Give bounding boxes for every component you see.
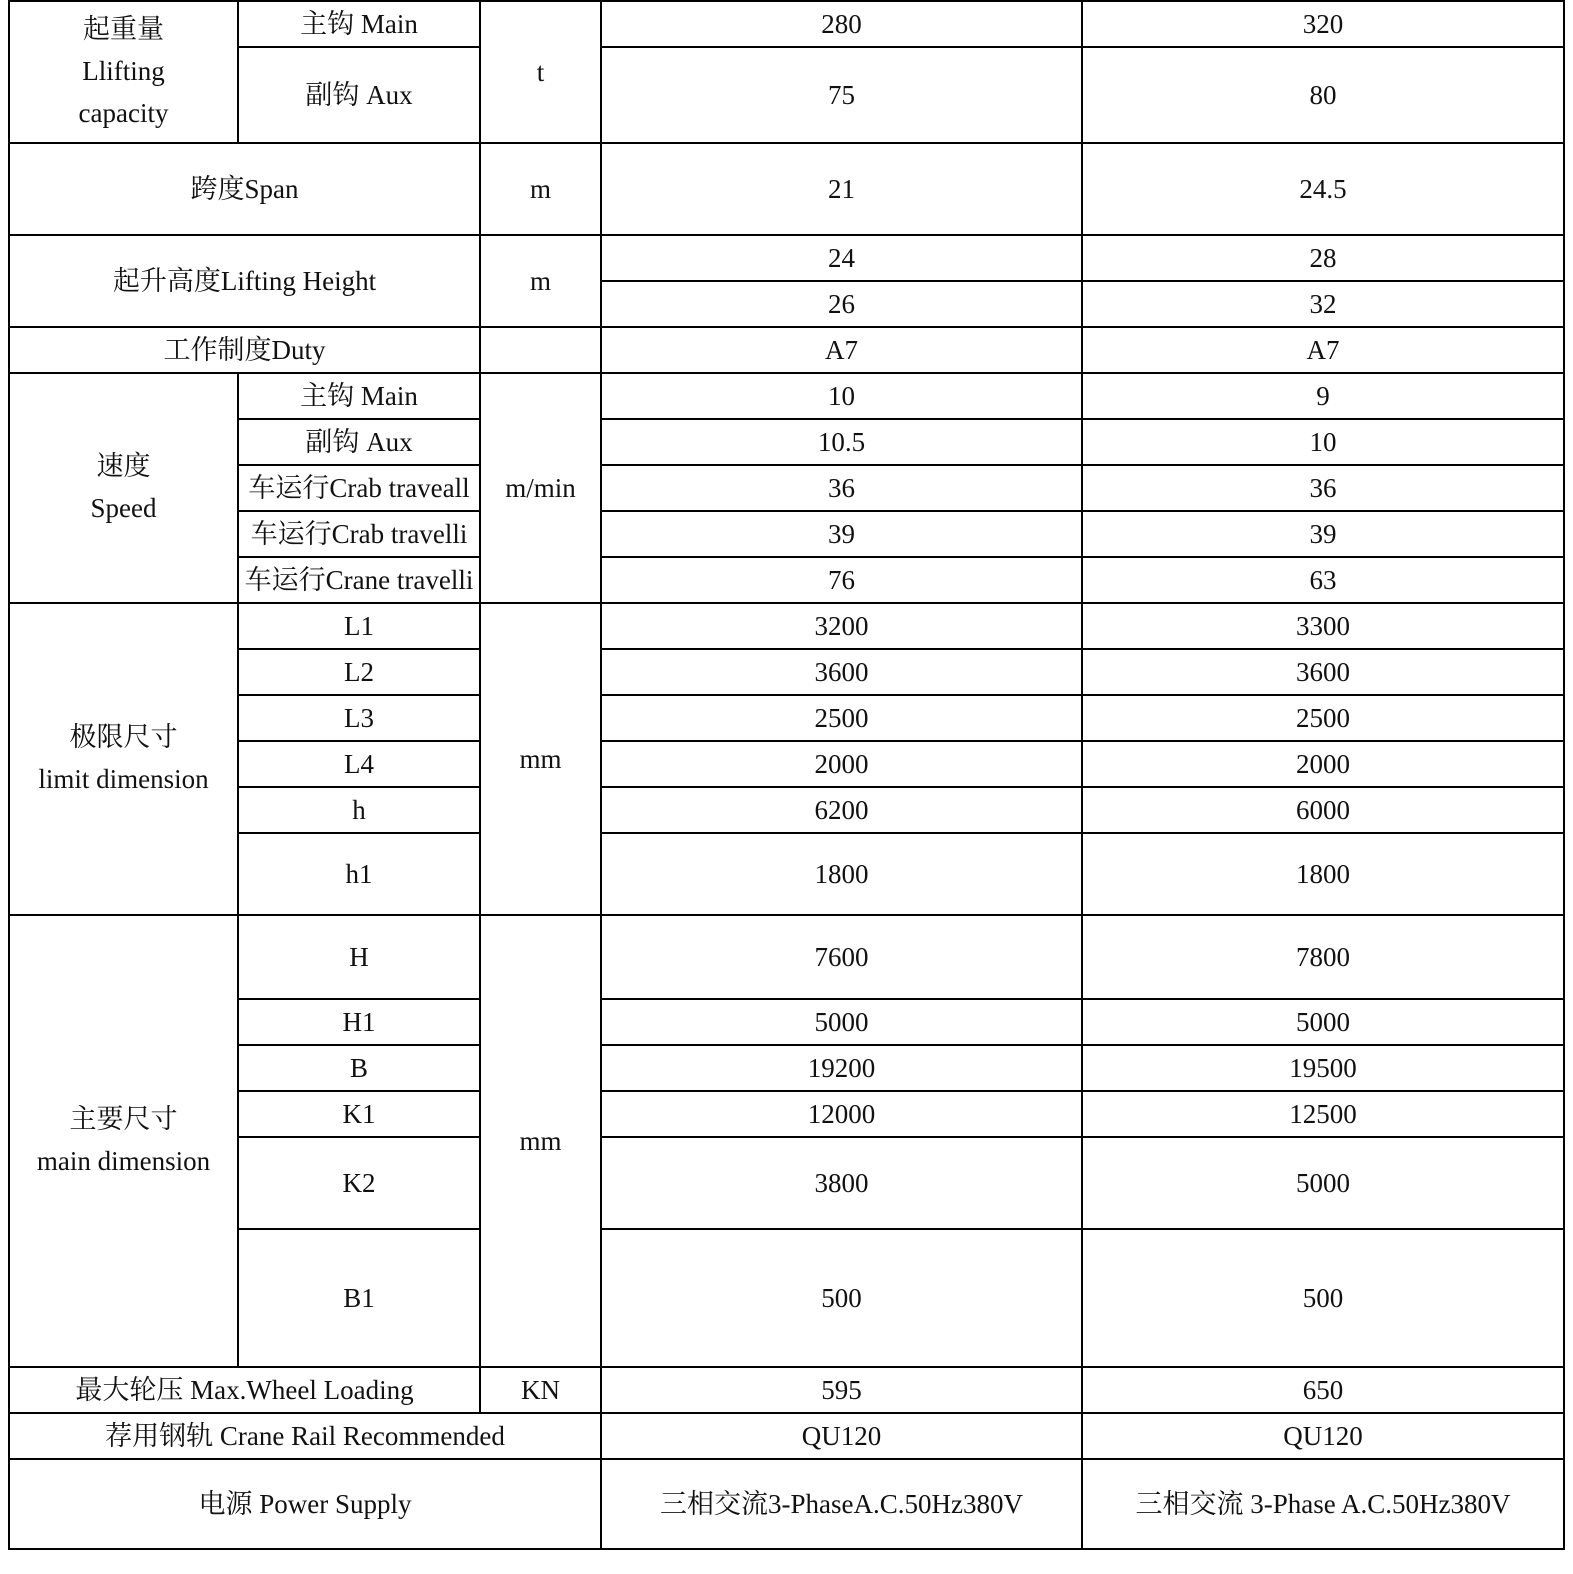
unit-cell: mm: [480, 915, 601, 1367]
value-cell: A7: [1082, 327, 1564, 373]
value-cell: 2000: [1082, 741, 1564, 787]
table-row: [9, 833, 1564, 915]
table-row: [9, 999, 1564, 1045]
value-cell: 5000: [601, 999, 1082, 1045]
table-row: [9, 465, 1564, 511]
value-cell: 32: [1082, 281, 1564, 327]
value-cell: 500: [1082, 1229, 1564, 1367]
value-cell: 19500: [1082, 1045, 1564, 1091]
value-cell: 39: [1082, 511, 1564, 557]
value-cell: 三相交流3-PhaseA.C.50Hz380V: [601, 1459, 1082, 1549]
table-row: [9, 1459, 1564, 1549]
row-label: 最大轮压 Max.Wheel Loading: [9, 1367, 480, 1413]
label-cn: 起重量: [83, 14, 164, 45]
value-cell: 2000: [601, 741, 1082, 787]
label-en: limit dimension: [38, 764, 209, 794]
value-cell: 76: [601, 557, 1082, 603]
table-row: [9, 1091, 1564, 1137]
crane-spec-table: [8, 0, 1565, 1550]
value-cell: 3800: [601, 1137, 1082, 1229]
value-cell: 21: [601, 143, 1082, 235]
value-cell: 10: [1082, 419, 1564, 465]
unit-cell: m: [480, 235, 601, 327]
value-cell: 320: [1082, 1, 1564, 47]
unit-cell: m: [480, 143, 601, 235]
table-row: [9, 1045, 1564, 1091]
value-cell: 1800: [601, 833, 1082, 915]
unit-cell: [480, 327, 601, 373]
value-cell: 1800: [1082, 833, 1564, 915]
value-cell: QU120: [601, 1413, 1082, 1459]
value-cell: 63: [1082, 557, 1564, 603]
value-cell: A7: [601, 327, 1082, 373]
value-cell: 3300: [1082, 603, 1564, 649]
table-row: [9, 419, 1564, 465]
sub-label: H: [238, 915, 480, 999]
row-label: 工作制度Duty: [9, 327, 480, 373]
sub-label: 车运行Crab traveall: [238, 465, 480, 511]
value-cell: 9: [1082, 373, 1564, 419]
sub-label: K2: [238, 1137, 480, 1229]
table-row: [9, 787, 1564, 833]
label-cn: 极限尺寸: [69, 722, 178, 753]
table-row: [9, 915, 1564, 999]
table-row: [9, 557, 1564, 603]
table-row: [9, 1413, 1564, 1459]
sub-label: L1: [238, 603, 480, 649]
table-row: [9, 511, 1564, 557]
value-cell: 三相交流 3-Phase A.C.50Hz380V: [1082, 1459, 1564, 1549]
value-cell: 39: [601, 511, 1082, 557]
value-cell: 3600: [601, 649, 1082, 695]
value-cell: 5000: [1082, 999, 1564, 1045]
sub-label: K1: [238, 1091, 480, 1137]
value-cell: 3200: [601, 603, 1082, 649]
value-cell: 19200: [601, 1045, 1082, 1091]
sub-label: 主钩 Main: [238, 373, 480, 419]
unit-cell: t: [480, 1, 601, 143]
value-cell: 36: [1082, 465, 1564, 511]
label-cn: 速度: [96, 451, 151, 482]
limit-dimension-label: [9, 603, 238, 915]
table-row: [9, 695, 1564, 741]
value-cell: 280: [601, 1, 1082, 47]
value-cell: 6000: [1082, 787, 1564, 833]
table-row: [9, 235, 1564, 281]
label-cn: 主要尺寸: [69, 1104, 178, 1135]
sub-label: L4: [238, 741, 480, 787]
label-en: capacity: [78, 97, 169, 128]
table-row: [9, 1137, 1564, 1229]
sub-label: B1: [238, 1229, 480, 1367]
sub-label: L2: [238, 649, 480, 695]
sub-label: 车运行Crane travelli: [238, 557, 480, 603]
value-cell: 595: [601, 1367, 1082, 1413]
value-cell: 500: [601, 1229, 1082, 1367]
row-label: 荐用钢轨 Crane Rail Recommended: [9, 1413, 601, 1459]
table-row: [9, 741, 1564, 787]
row-label: 跨度Span: [9, 143, 480, 235]
table-row: [9, 649, 1564, 695]
table-row: [9, 1367, 1564, 1413]
lifting-capacity-label: [9, 1, 238, 143]
value-cell: 2500: [601, 695, 1082, 741]
value-cell: 26: [601, 281, 1082, 327]
main-dimension-label: [9, 915, 238, 1367]
sub-label: 副钩 Aux: [238, 419, 480, 465]
unit-cell: m/min: [480, 373, 601, 603]
label-en: Speed: [90, 493, 157, 523]
value-cell: 3600: [1082, 649, 1564, 695]
table-row: [9, 1, 1564, 47]
table-row: [9, 327, 1564, 373]
value-cell: 10.5: [601, 419, 1082, 465]
value-cell: 7800: [1082, 915, 1564, 999]
row-label: 起升高度Lifting Height: [9, 235, 480, 327]
value-cell: 12000: [601, 1091, 1082, 1137]
value-cell: 28: [1082, 235, 1564, 281]
value-cell: 5000: [1082, 1137, 1564, 1229]
value-cell: 7600: [601, 915, 1082, 999]
value-cell: 10: [601, 373, 1082, 419]
row-label: 电源 Power Supply: [9, 1459, 601, 1549]
value-cell: 75: [601, 47, 1082, 143]
table-row: [9, 603, 1564, 649]
value-cell: 36: [601, 465, 1082, 511]
sub-label: 副钩 Aux: [238, 47, 480, 143]
value-cell: 6200: [601, 787, 1082, 833]
sub-label: H1: [238, 999, 480, 1045]
label-en: Llifting: [82, 56, 165, 87]
table-row: [9, 1229, 1564, 1367]
table-row: [9, 373, 1564, 419]
value-cell: 80: [1082, 47, 1564, 143]
unit-cell: KN: [480, 1367, 601, 1413]
value-cell: 650: [1082, 1367, 1564, 1413]
table-row: [9, 47, 1564, 143]
sub-label: h1: [238, 833, 480, 915]
value-cell: 24.5: [1082, 143, 1564, 235]
value-cell: 24: [601, 235, 1082, 281]
speed-label: [9, 373, 238, 603]
sub-label: B: [238, 1045, 480, 1091]
unit-cell: mm: [480, 603, 601, 915]
label-en: main dimension: [36, 1146, 211, 1176]
sub-label: 主钩 Main: [238, 1, 480, 47]
value-cell: QU120: [1082, 1413, 1564, 1459]
value-cell: 12500: [1082, 1091, 1564, 1137]
sub-label: 车运行Crab travelli: [238, 511, 480, 557]
value-cell: 2500: [1082, 695, 1564, 741]
table-row: [9, 143, 1564, 235]
sub-label: h: [238, 787, 480, 833]
sub-label: L3: [238, 695, 480, 741]
